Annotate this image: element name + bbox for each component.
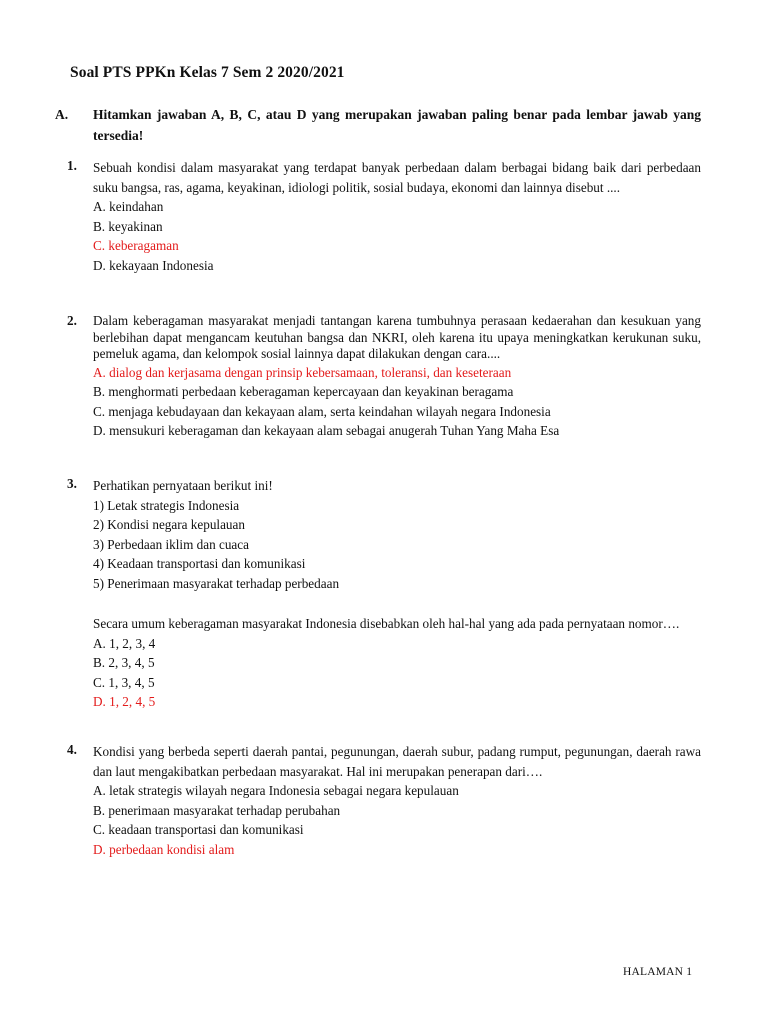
question-3 — [67, 476, 701, 712]
option-d-correct: D. perbedaan kondisi alam — [93, 841, 235, 857]
instruction-text: Hitamkan jawaban A, B, C, atau D yang merupakan jawaban paling benar pada lembar jawab yang tersedia! — [93, 107, 701, 143]
question-stem: Perhatikan pernyataan berikut ini! — [93, 478, 273, 493]
question-number: 2. — [67, 313, 77, 328]
page-number-footer: HALAMAN 1 — [623, 966, 693, 978]
statement-item: 2) Kondisi negara kepulauan — [93, 517, 245, 532]
question-number: 4. — [67, 742, 77, 757]
question-4 — [67, 742, 701, 859]
statement-item: 3) Perbedaan iklim dan cuaca — [93, 536, 249, 552]
question-2 — [67, 313, 701, 441]
option-a: A. 1, 2, 3, 4 — [93, 635, 156, 651]
page-title: Soal PTS PPKn Kelas 7 Sem 2 2020/2021 — [70, 64, 345, 81]
question-number: 3. — [67, 476, 77, 491]
statement-item: 5) Penerimaan masyarakat terhadap perbedaan — [93, 575, 340, 591]
option-b: B. menghormati perbedaan keberagaman kepercayaan dan keyakinan beragama — [93, 384, 514, 399]
option-b: B. keyakinan — [93, 218, 163, 234]
question-1 — [67, 158, 701, 275]
question-stem: Kondisi yang berbeda seperti daerah pantai, pegunungan, daerah subur, padang rumput, pegunungan, daerah rawa dan laut mengakibatkan perbedaan masyarakat. Hal ini merupakan penerapan dari…. — [93, 744, 701, 779]
option-a: A. letak strategis wilayah negara Indonesia sebagai negara kepulauan — [93, 783, 459, 798]
option-c: C. menjaga kebudayaan dan kekayaan alam, serta keindahan wilayah negara Indonesia — [93, 403, 551, 419]
option-a: A. keindahan — [93, 199, 164, 214]
option-a-correct: A. dialog dan kerjasama dengan prinsip kebersamaan, toleransi, dan keseteraan — [93, 364, 512, 380]
instruction-block — [55, 104, 701, 146]
question-stem-2: Secara umum keberagaman masyarakat Indonesia disebabkan oleh hal-hal yang ada pada pernyataan nomor…. — [93, 616, 680, 631]
option-b: B. 2, 3, 4, 5 — [93, 655, 155, 670]
option-d-correct: D. 1, 2, 4, 5 — [93, 694, 156, 709]
statement-item: 4) Keadaan transportasi dan komunikasi — [93, 556, 306, 571]
question-stem: Dalam keberagaman masyarakat menjadi tantangan karena tumbuhnya perasaan kedaerahan dan kesukuan yang berlebihan dapat mengancam keutuhan bangsa dan NKRI, oleh karena itu upaya meningkatkan kerukunan suku, pemeluk agama, dan kelompok sosial lainnya dapat dilakukan dengan cara.... — [93, 313, 701, 361]
question-number: 1. — [67, 158, 77, 173]
option-c-correct: C. keberagaman — [93, 238, 179, 253]
option-b: B. penerimaan masyarakat terhadap perubahan — [93, 802, 341, 818]
option-d: D. kekayaan Indonesia — [93, 257, 214, 273]
instruction-label: A. — [55, 107, 69, 122]
option-c: C. keadaan transportasi dan komunikasi — [93, 822, 304, 837]
statement-item: 1) Letak strategis Indonesia — [93, 497, 240, 513]
option-d: D. mensukuri keberagaman dan kekayaan alam sebagai anugerah Tuhan Yang Maha Esa — [93, 423, 560, 438]
question-stem: Sebuah kondisi dalam masyarakat yang terdapat banyak perbedaan dalam berbagai bidang baik dari perbedaan suku bangsa, ras, agama, keyakinan, idiologi politik, sosial budaya, ekonomi dan lainnya disebut .... — [93, 160, 701, 195]
option-c: C. 1, 3, 4, 5 — [93, 674, 155, 690]
